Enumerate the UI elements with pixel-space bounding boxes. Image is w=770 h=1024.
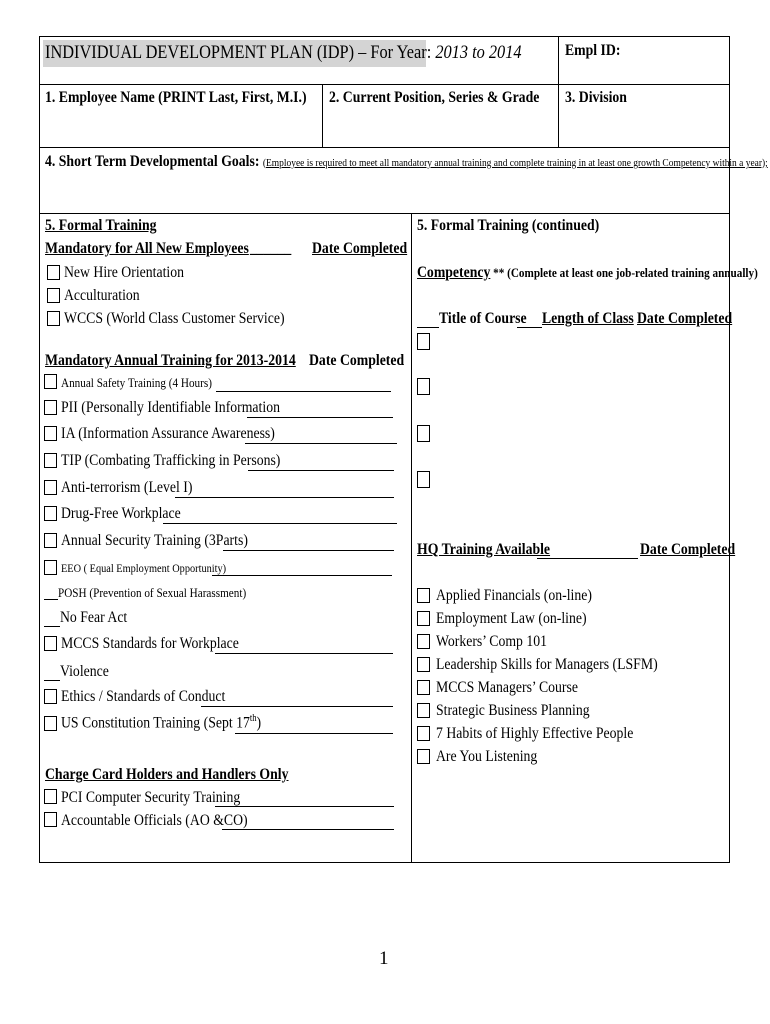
training-item: Drug-Free Workplace: [61, 505, 181, 522]
fill-line[interactable]: [417, 327, 439, 328]
checkbox[interactable]: [417, 425, 430, 442]
checkbox[interactable]: [44, 400, 57, 415]
checkbox[interactable]: [417, 471, 430, 488]
checkbox[interactable]: [47, 265, 60, 280]
fill-line[interactable]: [216, 391, 391, 392]
checkbox[interactable]: [44, 689, 57, 704]
divider: [411, 213, 412, 862]
checkbox[interactable]: [44, 480, 57, 495]
new-employees-blank: ______: [250, 240, 292, 257]
page-number: 1: [379, 948, 389, 969]
checkbox[interactable]: [44, 636, 57, 651]
hq-item: Leadership Skills for Managers (LSFM): [436, 656, 658, 673]
hq-item: Employment Law (on-line): [436, 610, 587, 627]
checkbox[interactable]: [44, 426, 57, 441]
checkbox[interactable]: [417, 703, 430, 718]
training-item: Annual Security Training (3Parts): [61, 532, 248, 549]
fill-line[interactable]: [175, 497, 394, 498]
hq-item: Applied Financials (on-line): [436, 587, 592, 604]
training-item: EEO ( Equal Employment Opportunity): [61, 561, 227, 575]
fill-line[interactable]: [44, 680, 60, 681]
division-label: 3. Division: [565, 89, 627, 106]
training-item: New Hire Orientation: [64, 264, 184, 281]
checkbox[interactable]: [417, 657, 430, 672]
checkbox[interactable]: [44, 812, 57, 827]
training-item: Acculturation: [64, 287, 140, 304]
form-title: INDIVIDUAL DEVELOPMENT PLAN (IDP) – For Year: 2013 to 2014: [45, 42, 522, 63]
fill-line[interactable]: [222, 829, 394, 830]
new-employees-heading: Mandatory for All New Employees: [45, 240, 249, 257]
fill-line[interactable]: [44, 599, 58, 600]
training-item: Annual Safety Training (4 Hours): [61, 375, 212, 390]
fill-line[interactable]: [248, 470, 394, 471]
fill-line[interactable]: [223, 550, 394, 551]
fill-line[interactable]: [215, 653, 393, 654]
training-item: PII (Personally Identifiable Information: [61, 399, 280, 416]
goals-heading: 4. Short Term Developmental Goals: (Employee is required to meet all mandatory annual training and complete training in at least one growth Competency within a year);: [45, 153, 768, 170]
hq-date-completed: Date Completed: [640, 541, 736, 558]
checkbox[interactable]: [417, 749, 430, 764]
checkbox[interactable]: [417, 634, 430, 649]
checkbox[interactable]: [417, 680, 430, 695]
checkbox[interactable]: [44, 506, 57, 521]
training-item: Anti-terrorism (Level I): [61, 479, 193, 496]
hq-training-heading: HQ Training Available: [417, 541, 551, 558]
continued-title: 5. Formal Training (continued): [417, 217, 600, 234]
hq-item: 7 Habits of Highly Effective People: [436, 725, 634, 742]
col-title-of-course: Title of Course: [439, 310, 527, 327]
training-item: WCCS (World Class Customer Service): [64, 310, 285, 327]
competency-heading: Competency ** (Complete at least one job-related training annually): [417, 264, 758, 281]
training-item: Accountable Officials (AO &CO): [61, 812, 248, 829]
checkbox[interactable]: [44, 453, 57, 468]
charge-card-heading: Charge Card Holders and Handlers Only: [45, 766, 289, 783]
divider: [40, 84, 729, 85]
fill-line[interactable]: [212, 575, 392, 576]
checkbox[interactable]: [44, 374, 57, 389]
col-length-of-class: Length of Class: [542, 310, 634, 327]
formal-training-title: 5. Formal Training: [45, 217, 157, 234]
checkbox[interactable]: [417, 588, 430, 603]
divider: [558, 37, 559, 147]
checkbox[interactable]: [47, 288, 60, 303]
fill-line[interactable]: [235, 733, 393, 734]
divider: [322, 84, 323, 147]
training-item: Violence: [60, 663, 109, 680]
fill-line[interactable]: [245, 443, 397, 444]
fill-line[interactable]: [215, 806, 394, 807]
checkbox[interactable]: [417, 378, 430, 395]
position-label: 2. Current Position, Series & Grade: [329, 89, 540, 106]
date-completed-label: Date Completed: [312, 240, 408, 257]
idp-form: [39, 36, 768, 863]
hq-item: MCCS Managers’ Course: [436, 679, 578, 696]
divider: [40, 147, 729, 148]
checkbox[interactable]: [417, 333, 430, 350]
fill-line[interactable]: [247, 417, 393, 418]
training-item: US Constitution Training (Sept 17th): [61, 713, 262, 732]
checkbox[interactable]: [417, 611, 430, 626]
checkbox[interactable]: [44, 560, 57, 575]
hq-item: Workers’ Comp 101: [436, 633, 547, 650]
annual-date-completed-label: Date Completed: [309, 352, 405, 369]
col-date-completed: Date Completed: [637, 310, 733, 327]
fill-line[interactable]: [517, 327, 542, 328]
training-item: IA (Information Assurance Awareness): [61, 425, 275, 442]
training-item: PCI Computer Security Training: [61, 789, 241, 806]
checkbox[interactable]: [44, 716, 57, 731]
fill-line[interactable]: [44, 626, 60, 627]
hq-item: Are You Listening: [436, 748, 538, 765]
divider: [40, 213, 729, 214]
checkbox[interactable]: [44, 533, 57, 548]
hq-item: Strategic Business Planning: [436, 702, 590, 719]
training-item: TIP (Combating Trafficking in Persons): [61, 452, 281, 469]
fill-line[interactable]: [201, 706, 393, 707]
training-item: MCCS Standards for Workplace: [61, 635, 239, 652]
training-item: Ethics / Standards of Conduct: [61, 688, 226, 705]
fill-line[interactable]: [163, 523, 397, 524]
checkbox[interactable]: [47, 311, 60, 326]
training-item: POSH (Prevention of Sexual Harassment): [58, 585, 247, 600]
training-item: No Fear Act: [60, 609, 128, 626]
checkbox[interactable]: [417, 726, 430, 741]
employee-name-label: 1. Employee Name (PRINT Last, First, M.I.): [45, 89, 307, 106]
empl-id-label: Empl ID:: [565, 42, 621, 59]
fill-line[interactable]: [537, 558, 638, 559]
checkbox[interactable]: [44, 789, 57, 804]
annual-heading: Mandatory Annual Training for 2013-2014: [45, 352, 296, 369]
